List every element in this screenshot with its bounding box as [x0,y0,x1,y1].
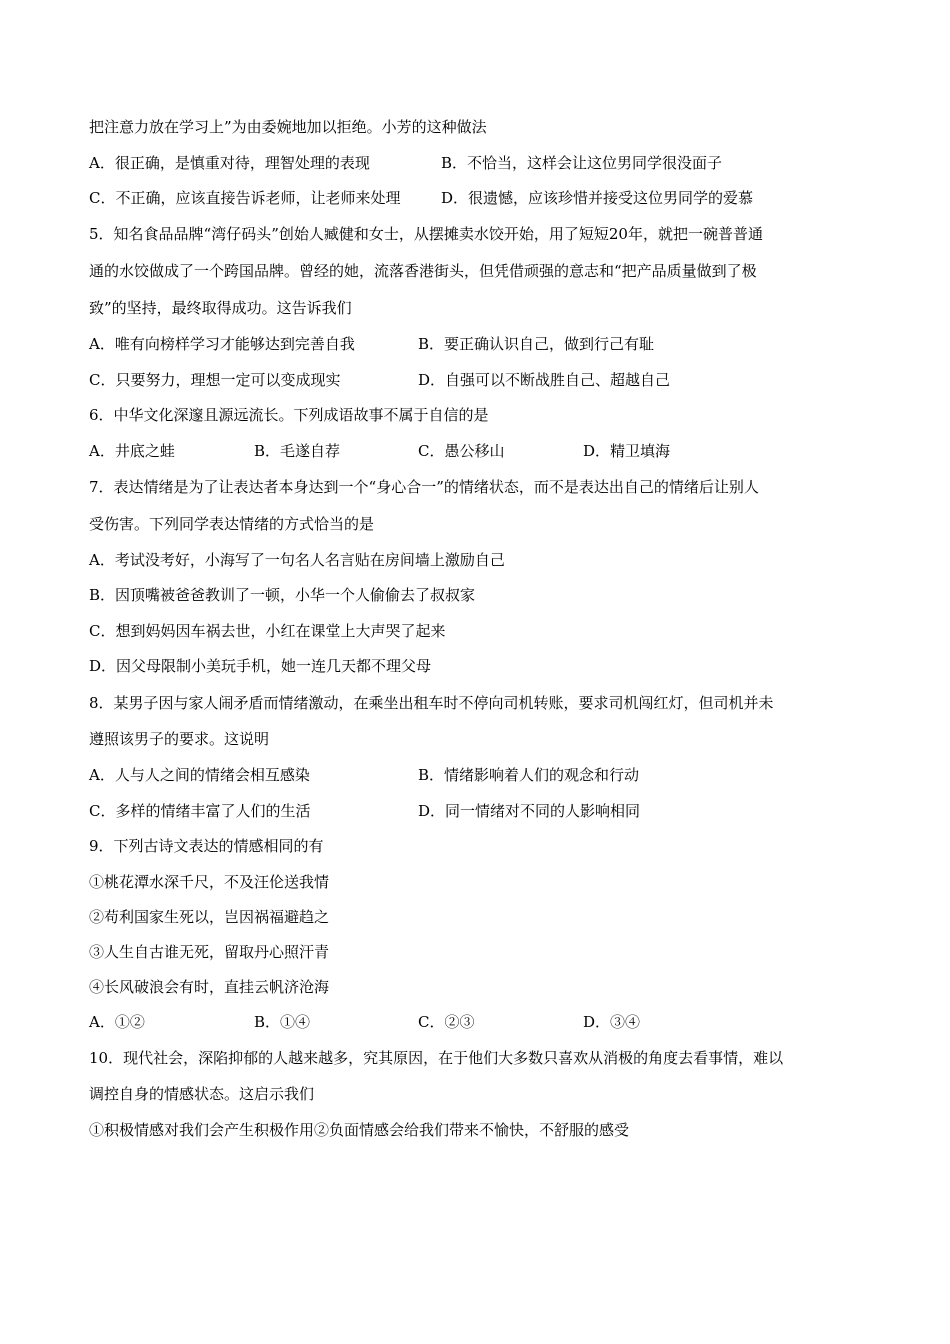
q9-option-c: C．②③ [418,1013,475,1031]
q7-option-b: B．因顶嘴被爸爸教训了一顿，小华一个人偷偷去了叔叔家 [89,586,476,604]
q5-stem-line-1: 5．知名食品品牌“湾仔码头”创始人臧健和女士，从摆摊卖水饺开始，用了短短20年，就把一碗普普通 [89,225,763,243]
q8-option-d: D．同一情绪对不同的人影响相同 [418,802,641,820]
q6-option-d: D．精卫填海 [583,442,671,460]
q8-option-b: B．情绪影响着人们的观念和行动 [418,766,640,784]
q4-option-a: A．很正确，是慎重对待，理智处理的表现 [89,154,370,172]
q9-option-d: D．③④ [583,1013,641,1031]
q5-option-a: A．唯有向榜样学习才能够达到完善自我 [89,335,355,353]
q8-stem-line-2: 遵照该男子的要求。这说明 [89,730,270,748]
q6-stem: 6．中华文化深邃且源远流长。下列成语故事不属于自信的是 [89,406,489,424]
q4-option-b: B．不恰当，这样会让这位男同学很没面子 [441,154,723,172]
q5-option-b: B．要正确认识自己，做到行己有耻 [418,335,655,353]
q4-option-d: D．很遗憾，应该珍惜并接受这位男同学的爱慕 [441,189,754,207]
q10-statements: ①积极情感对我们会产生积极作用②负面情感会给我们带来不愉快，不舒服的感受 [89,1121,630,1139]
q5-stem-line-2: 通的水饺做成了一个跨国品牌。曾经的她，流落香港街头，但凭借顽强的意志和“把产品质量做到了极 [89,262,757,280]
q8-option-c: C．多样的情绪丰富了人们的生活 [89,802,311,820]
q5-stem-line-3: 致”的坚持，最终取得成功。这告诉我们 [89,299,352,317]
q6-option-a: A．井底之蛙 [89,442,175,460]
q9-item-2: ②苟利国家生死以，岂因祸福避趋之 [89,908,330,926]
q8-stem-line-1: 8．某男子因与家人闹矛盾而情绪激动，在乘坐出租车时不停向司机转账，要求司机闯红灯，但司机并未 [89,694,774,712]
q5-option-c: C．只要努力，理想一定可以变成现实 [89,371,341,389]
q6-option-c: C．愚公移山 [418,442,505,460]
q7-stem-line-1: 7．表达情绪是为了让表达者本身达到一个“身心合一”的情绪状态，而不是表达出自己的情绪后让别人 [89,478,759,496]
q5-option-d: D．自强可以不断战胜自己、超越自己 [418,371,671,389]
q9-item-1: ①桃花潭水深千尺，不及汪伦送我情 [89,873,330,891]
q9-item-4: ④长风破浪会有时，直挂云帆济沧海 [89,978,330,996]
q9-item-3: ③人生自古谁无死，留取丹心照汗青 [89,943,330,961]
q7-option-d: D．因父母限制小美玩手机，她一连几天都不理父母 [89,657,432,675]
q9-stem: 9．下列古诗文表达的情感相同的有 [89,837,324,855]
q4-option-c: C．不正确，应该直接告诉老师，让老师来处理 [89,189,401,207]
q7-stem-line-2: 受伤害。下列同学表达情绪的方式恰当的是 [89,515,375,533]
q10-stem-line-2: 调控自身的情感状态。这启示我们 [89,1085,315,1103]
q8-option-a: A．人与人之间的情绪会相互感染 [89,766,310,784]
q7-option-c: C．想到妈妈因车祸去世，小红在课堂上大声哭了起来 [89,622,446,640]
q9-option-b: B．①④ [254,1013,311,1031]
q4-stem-continuation: 把注意力放在学习上”为由委婉地加以拒绝。小芳的这种做法 [89,118,487,136]
q9-option-a: A．①② [89,1013,145,1031]
q7-option-a: A．考试没考好，小海写了一句名人名言贴在房间墙上激励自己 [89,551,505,569]
q6-option-b: B．毛遂自荐 [254,442,341,460]
q10-stem-line-1: 10．现代社会，深陷抑郁的人越来越多，究其原因，在于他们大多数只喜欢从消极的角度去看事情，难以 [89,1049,784,1067]
